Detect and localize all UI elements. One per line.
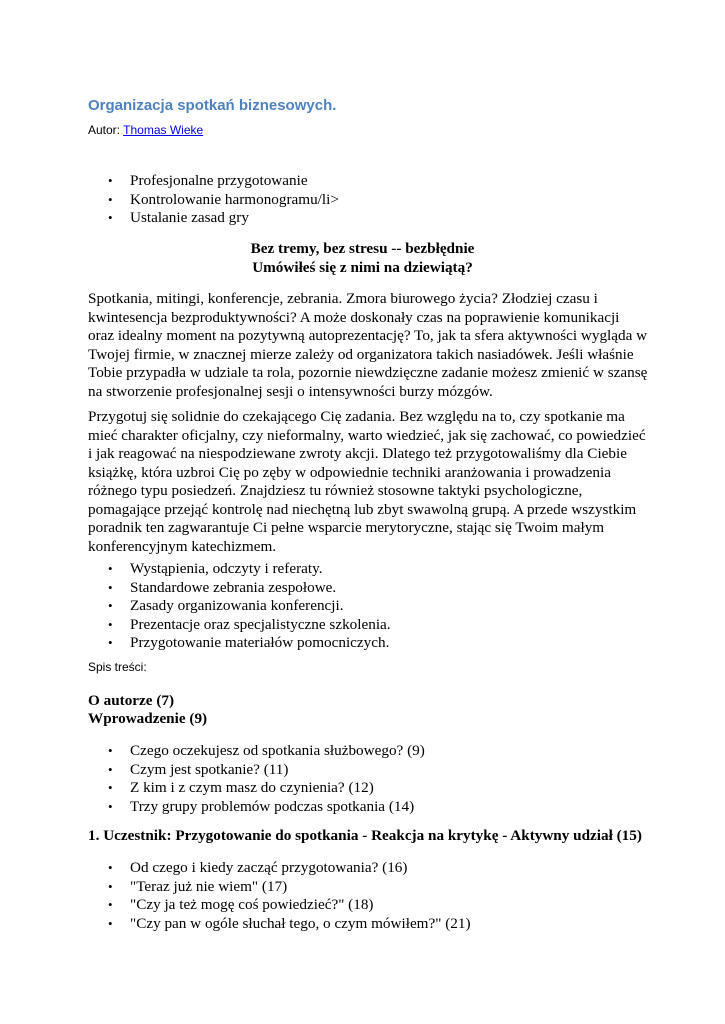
intro-bullet-list: [0, 172, 339, 228]
headline-line-2: Umówiłeś się z nimi na dziewiątą?: [252, 259, 473, 276]
list-item: • Standardowe zebrania zespołowe.: [0, 579, 391, 598]
list-item: • Ustalanie zasad gry: [0, 209, 339, 228]
list-item[interactable]: • "Czy pan w ogóle słuchał tego, o czym mówiłem?" (21): [0, 915, 471, 934]
features-bullet-list: [0, 560, 391, 653]
list-item[interactable]: • Czym jest spotkanie? (11): [0, 761, 425, 780]
toc-chapter1-list: [0, 859, 471, 933]
list-item[interactable]: • "Czy ja też mogę coś powiedzieć?" (18): [0, 896, 471, 915]
list-item: • Kontrolowanie harmonogramu/li>: [0, 191, 339, 210]
paragraph-preparation: Przygotuj się solidnie do czekającego Cię zadania. Bez względu na to, czy spotkanie ma mieć charakter oficjalny, czy nieformalny, warto wiedzieć, jak się zachować, co powiedzieć i jak reagować na niespodziewane zwroty akcji. Dlatego też przygotowaliśmy dla Ciebie książkę, która uzbroi Cię po zęby w odpowiednie techniki aranżowania i prowadzenia różnego typu posiedzeń. Znajdziesz tu również stosowne taktyki psychologiczne, pomagające przejąć kontrolę nad niechętną lub zbyt swawolną grupą. A przede wszystkim poradnik ten zagwarantuje Ci pełne wsparcie merytoryczne, stając się Twoim małym konferencyjnym katechizmem.: [88, 408, 646, 555]
toc-introduction[interactable]: Wprowadzenie (9): [88, 710, 208, 727]
list-item[interactable]: • Z kim i z czym masz do czynienia? (12): [0, 779, 425, 798]
list-item: • Prezentacje oraz specjalistyczne szkolenia.: [0, 616, 391, 635]
toc-chapter-1[interactable]: 1. Uczestnik: Przygotowanie do spotkania - Reakcja na krytykę - Aktywny udział (15): [88, 827, 642, 844]
list-item: • Profesjonalne przygotowanie: [0, 172, 339, 191]
headline-line-1: Bez tremy, bez stresu -- bezbłędnie: [250, 240, 475, 257]
toc-about-author[interactable]: O autorze (7): [88, 692, 175, 709]
toc-label: Spis treści:: [88, 660, 147, 674]
list-item[interactable]: • Od czego i kiedy zacząć przygotowania? (16): [0, 859, 471, 878]
list-item: • Przygotowanie materiałów pomocniczych.: [0, 634, 391, 653]
author-label: Autor:: [88, 123, 124, 137]
author-line: [88, 123, 203, 137]
list-item: • Zasady organizowania konferencji.: [0, 597, 391, 616]
author-link[interactable]: Thomas Wieke: [123, 123, 204, 137]
list-item: • Wystąpienia, odczyty i referaty.: [0, 560, 391, 579]
paragraph-intro: Spotkania, mitingi, konferencje, zebrania. Zmora biurowego życia? Złodziej czasu i kwintesencja bezproduktywności? A może doskonały czas na poprawienie komunikacji oraz idealny moment na pozytywną autoprezentację? To, jak ta sfera aktywności wygląda w Twojej firmie, w znacznej mierze zależy od organizatora takich nasiadówek. Jeśli właśnie Tobie przypadła w udziale ta rola, pozornie niewdzięczne zadanie możesz zmienić w szansę na stworzenie profesjonalnej sesji o intensywności burzy mózgów.: [88, 290, 648, 400]
list-item[interactable]: • "Teraz już nie wiem" (17): [0, 878, 471, 897]
toc-intro-list: [0, 742, 425, 816]
document-title: Organizacja spotkań biznesowych.: [88, 97, 337, 114]
list-item[interactable]: • Czego oczekujesz od spotkania służbowego? (9): [0, 742, 425, 761]
list-item[interactable]: • Trzy grupy problemów podczas spotkania (14): [0, 798, 425, 817]
